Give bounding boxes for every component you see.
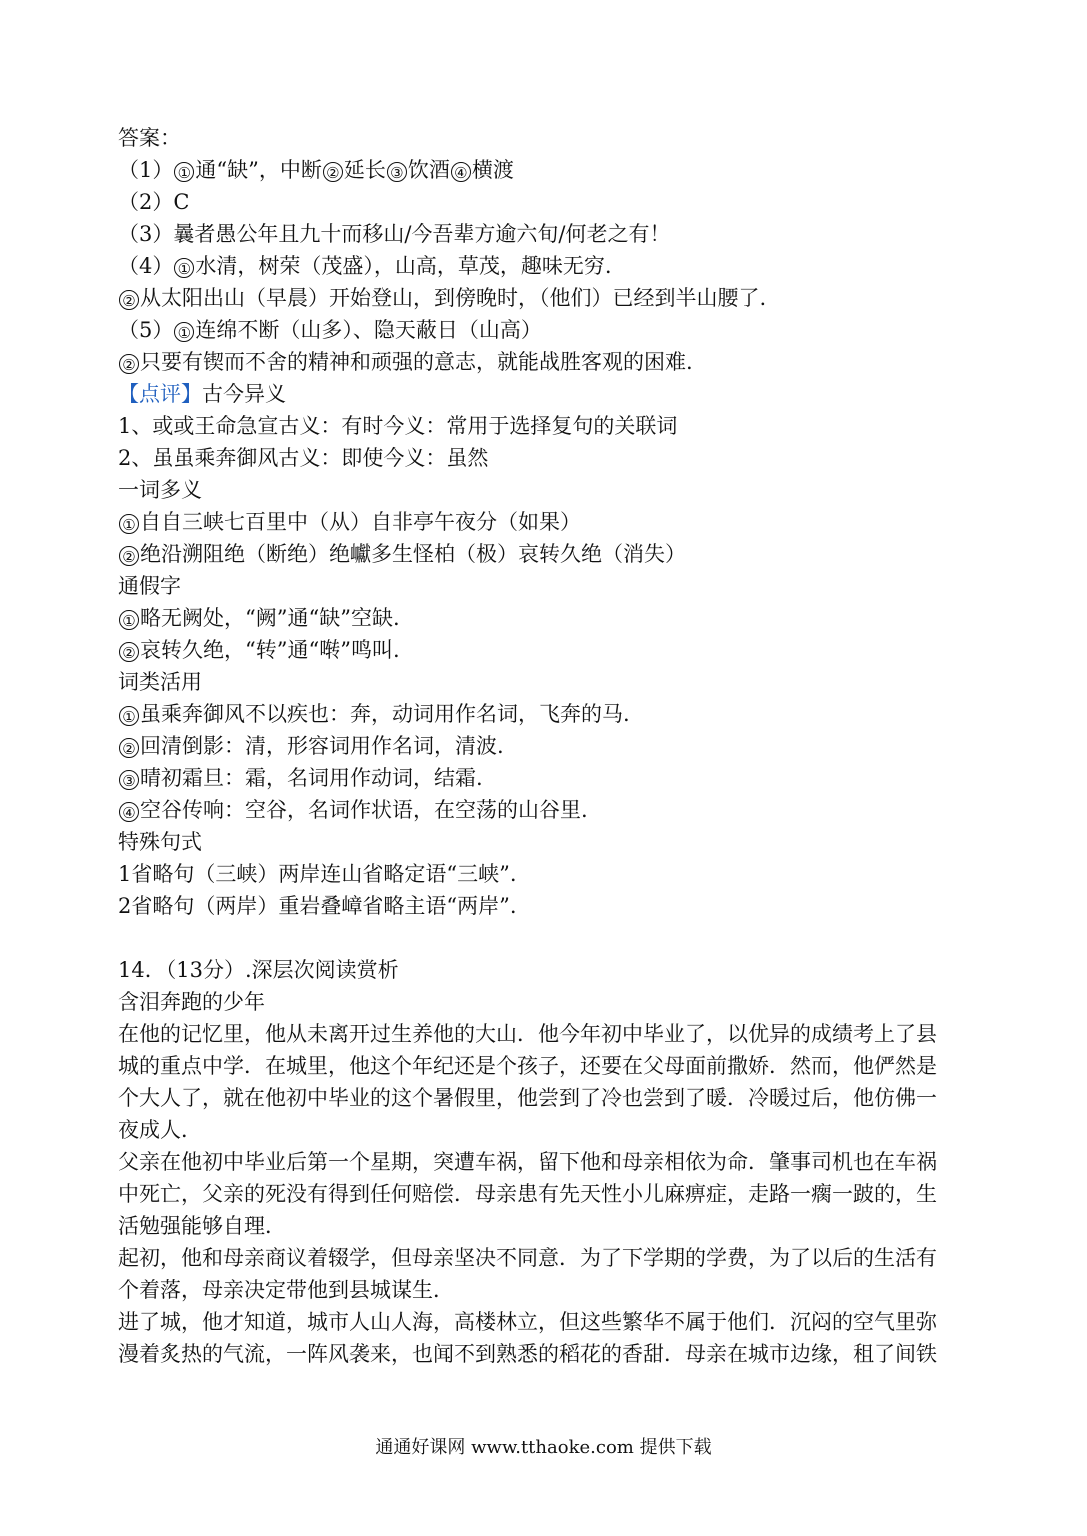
- answer-q4-part1: （4） ① 水清，树荣（茂盛），山高，草茂，趣味无穷.: [118, 254, 612, 278]
- polysemy-item: ① 自自三峡七百里中（从）自非亭午夜分（如果）: [118, 506, 978, 538]
- special-heading: 特殊句式: [118, 830, 202, 854]
- circled-number: ②: [119, 290, 139, 310]
- cilei-item: ② 回清倒影：清，形容词用作名词，清波.: [118, 730, 978, 762]
- circled-number: ①: [174, 258, 194, 278]
- review-item: 1、或或王命急宣古义：有时今义：常用于选择复句的关联词: [118, 414, 678, 438]
- circled-number: ①: [119, 706, 139, 726]
- story-line: 在他的记忆里，他从未离开过生养他的大山．他今年初中毕业了，以优异的成绩考上了县: [118, 1022, 937, 1046]
- review-heading: 【点评】古今异义: [118, 382, 286, 406]
- story-title: 含泪奔跑的少年: [118, 990, 265, 1014]
- tongjia-item: ② 哀转久绝，“转”通“啭”鸣叫.: [118, 634, 978, 666]
- review-item: 2、虽虽乘奔御风古义：即使今义：虽然: [118, 446, 489, 470]
- circled-number: ②: [323, 162, 343, 182]
- answer-q5-part2: ② 只要有锲而不舍的精神和顽强的意志，就能战胜客观的困难.: [118, 346, 978, 378]
- story-line: 进了城，他才知道，城市人山人海，高楼林立，但这些繁华不属于他们．沉闷的空气里弥: [118, 1310, 937, 1334]
- answer-heading: 答案：: [118, 126, 181, 150]
- circled-number: ②: [119, 642, 139, 662]
- answer-q2: （2）C: [118, 190, 190, 214]
- circled-number: ②: [119, 546, 139, 566]
- story-line: 个大人了，就在他初中毕业的这个暑假里，他尝到了冷也尝到了暖．冷暖过后，他仿佛一: [118, 1086, 937, 1110]
- circled-number: ③: [119, 770, 139, 790]
- page-footer: 通通好课网 www.tthaoke.com 提供下载: [375, 1437, 712, 1458]
- cilei-item: ④ 空谷传响：空谷，名词作状语，在空荡的山谷里.: [118, 794, 978, 826]
- circled-number: ①: [119, 610, 139, 630]
- story-line: 城的重点中学．在城里，他这个年纪还是个孩子，还要在父母面前撒娇．然而，他俨然是: [118, 1054, 937, 1078]
- story-line: 活勉强能够自理．: [118, 1214, 286, 1238]
- special-item: 2省略句（两岸）重岩叠嶂省略主语“两岸”.: [118, 894, 517, 918]
- story-line: 个着落，母亲决定带他到县城谋生．: [118, 1278, 454, 1302]
- circled-number: ③: [387, 162, 407, 182]
- cilei-item: ① 虽乘奔御风不以疾也：奔，动词用作名词，飞奔的马.: [118, 698, 978, 730]
- circled-number: ④: [119, 802, 139, 822]
- cilei-heading: 词类活用: [118, 670, 202, 694]
- story-line: 父亲在他初中毕业后第一个星期，突遭车祸，留下他和母亲相依为命．肇事司机也在车祸: [118, 1150, 937, 1174]
- answer-q4-part2: ② 从太阳出山（早晨）开始登山，到傍晚时，（他们）已经到半山腰了.: [118, 282, 978, 314]
- tongjia-item: ① 略无阙处，“阙”通“缺”空缺.: [118, 602, 978, 634]
- page-content: [118, 122, 978, 1370]
- circled-number: ②: [119, 738, 139, 758]
- review-tag: 【点评】: [118, 382, 202, 406]
- answer-q1: （1） ① 通“缺”，中断 ② 延长 ③ 饮酒 ④ 横渡: [118, 158, 514, 182]
- question-14-heading: 14．（13分）.深层次阅读赏析: [118, 958, 399, 982]
- polysemy-heading: 一词多义: [118, 478, 202, 502]
- story-line: 漫着炙热的气流，一阵风袭来，也闻不到熟悉的稻花的香甜．母亲在城市边缘，租了间铁: [118, 1342, 937, 1366]
- circled-number: ①: [174, 322, 194, 342]
- circled-number: ④: [451, 162, 471, 182]
- story-line: 夜成人．: [118, 1118, 202, 1142]
- story-line: 起初，他和母亲商议着辍学，但母亲坚决不同意．为了下学期的学费，为了以后的生活有: [118, 1246, 937, 1270]
- story-line: 中死亡，父亲的死没有得到任何赔偿．母亲患有先天性小儿麻痹症，走路一瘸一跛的，生: [118, 1182, 937, 1206]
- answer-q3: （3）曩者愚公年且九十而移山/今吾辈方逾六旬/何老之有！: [118, 222, 671, 246]
- special-item: 1省略句（三峡）两岸连山省略定语“三峡”.: [118, 862, 517, 886]
- answer-q5-part1: （5） ① 连绵不断（山多）、隐天蔽日（山高）: [118, 318, 542, 342]
- tongjia-heading: 通假字: [118, 574, 181, 598]
- circled-number: ①: [174, 162, 194, 182]
- circled-number: ②: [119, 354, 139, 374]
- circled-number: ①: [119, 514, 139, 534]
- cilei-item: ③ 晴初霜旦：霜，名词用作动词，结霜.: [118, 762, 978, 794]
- polysemy-item: ② 绝沿溯阻绝（断绝）绝巘多生怪柏（极）哀转久绝（消失）: [118, 538, 978, 570]
- blank-line: [118, 922, 978, 954]
